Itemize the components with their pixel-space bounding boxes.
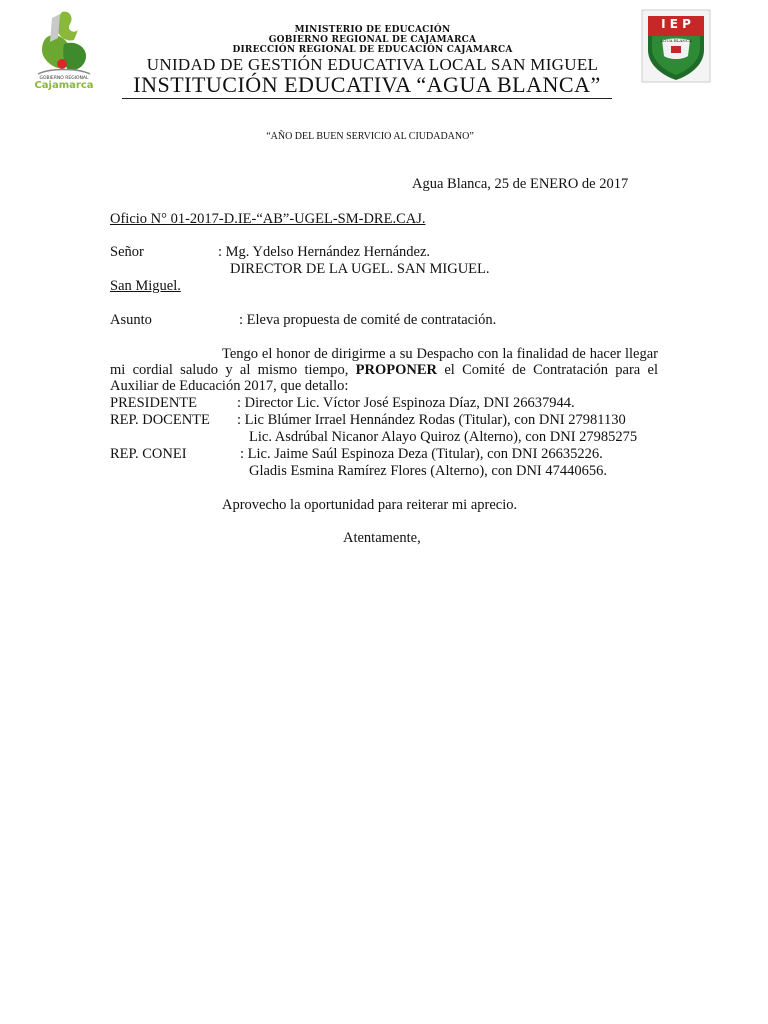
iep-motto: AGUA BLANCA [660,38,692,43]
recipient-position: DIRECTOR DE LA UGEL. SAN MIGUEL. [230,261,490,277]
header-rule [122,98,612,99]
recipient-place: San Miguel. [110,278,181,294]
cajamarca-text: Cajamarca [34,80,94,91]
committee-role-docente: REP. DOCENTE [110,412,210,428]
year-motto: “AÑO DEL BUEN SERVICIO AL CIUDADANO” [266,131,474,142]
body-text-1: Tengo el honor de dirigirme a su Despacho con la finalidad de hacer llegar mi cordial saludo y al mismo tiempo, [110,346,658,378]
committee-line-presidente: : Director Lic. Víctor José Espinoza Díaz, DNI 26637944. [237,395,575,411]
header-ministerio: MINISTERIO DE EDUCACIÓN [294,25,451,35]
committee-line-docente-alterno: Lic. Asdrúbal Nicanor Alayo Quiroz (Alterno), con DNI 27985275 [249,429,638,445]
date-line: Agua Blanca, 25 de ENERO de 2017 [412,176,629,192]
header-institucion: INSTITUCIÓN EDUCATIVA “AGUA BLANCA” [133,72,601,97]
committee-line-conei-titular: : Lic. Jaime Saúl Espinoza Deza (Titular), con DNI 26635226. [240,446,603,462]
committee-role-conei: REP. CONEI [110,446,187,462]
committee-role-presidente: PRESIDENTE [110,395,197,411]
committee-line-conei-alterno: Gladis Esmina Ramírez Flores (Alterno), con DNI 47440656. [249,463,607,479]
committee-line-docente-titular: : Lic Blúmer Irrael Hennández Rodas (Titular), con DNI 27981130 [237,412,626,428]
recipient-name: : Mg. Ydelso Hernández Hernández. [218,244,431,260]
closing-line: Aprovecho la oportunidad para reiterar mi aprecio. [222,497,518,513]
body-text-2: el Comité de Contratación para el Auxiliar de Educación 2017, que detallo: [110,362,658,394]
signoff: Atentamente, [343,530,421,546]
oficio-number: Oficio N° 01-2017-D.IE-“AB”-UGEL-SM-DRE.CAJ. [110,211,426,227]
recipient-label: Señor [110,244,144,260]
header-direccion-regional: DIRECCIÓN REGIONAL DE EDUCACIÓN CAJAMARCA [232,45,513,55]
subject-text: : Eleva propuesta de comité de contratación. [239,312,497,328]
body-bold-propose: PROPONER [355,362,438,378]
header-gobierno-regional: GOBIERNO REGIONAL DE CAJAMARCA [268,35,477,45]
iep-letters: I E P [661,17,691,31]
body-paragraph [110,346,658,394]
gobierno-regional-text: GOBIERNO REGIONAL [39,76,89,81]
header-ugel: UNIDAD DE GESTIÓN EDUCATIVA LOCAL SAN MIGUEL [146,55,599,74]
subject-label: Asunto [110,312,152,328]
